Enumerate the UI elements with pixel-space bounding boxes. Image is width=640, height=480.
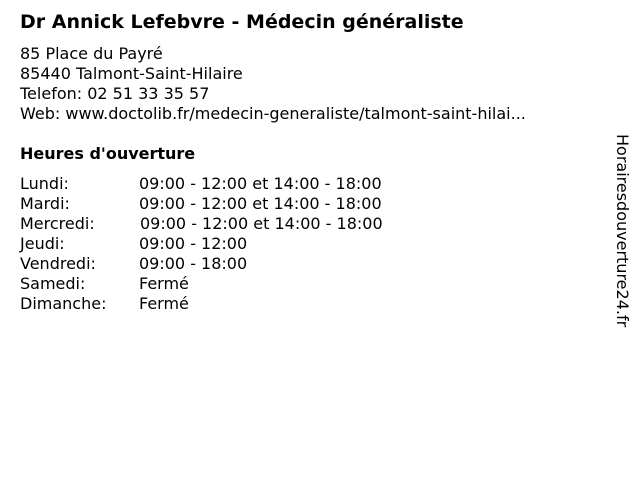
time-value: Fermé xyxy=(139,274,189,293)
time-value: 09:00 - 12:00 xyxy=(139,234,248,253)
day-label: Mercredi: xyxy=(20,214,95,233)
time-value: 09:00 - 12:00 et 14:00 - 18:00 xyxy=(139,194,382,213)
time-value: 09:00 - 18:00 xyxy=(139,254,248,273)
time-value: 09:00 - 12:00 et 14:00 - 18:00 xyxy=(139,174,382,193)
hours-row-mardi xyxy=(20,194,440,214)
hours-row-samedi xyxy=(20,274,440,294)
day-label: Dimanche: xyxy=(20,294,107,313)
hours-row-vendredi xyxy=(20,254,440,274)
time-value: 09:00 - 12:00 et 14:00 - 18:00 xyxy=(140,214,383,233)
day-label: Jeudi: xyxy=(20,234,65,253)
contact-block xyxy=(20,44,526,124)
hours-row-dimanche xyxy=(20,294,440,314)
address-city: 85440 Talmont-Saint-Hilaire xyxy=(20,64,243,83)
website-link[interactable]: Web: www.doctolib.fr/medecin-generaliste/talmont-saint-hilai... xyxy=(20,104,526,123)
phone-number: Telefon: 02 51 33 35 57 xyxy=(20,84,210,103)
day-label: Lundi: xyxy=(20,174,69,193)
hours-row-jeudi xyxy=(20,234,440,254)
time-value: Fermé xyxy=(139,294,189,313)
day-label: Mardi: xyxy=(20,194,70,213)
address-street: 85 Place du Payré xyxy=(20,44,163,63)
page-title: Dr Annick Lefebvre - Médecin généraliste xyxy=(20,11,464,33)
day-label: Samedi: xyxy=(20,274,86,293)
hours-row-lundi xyxy=(20,174,440,194)
hours-row-mercredi xyxy=(20,214,440,234)
opening-hours-table xyxy=(20,174,440,314)
day-label: Vendredi: xyxy=(20,254,96,273)
site-watermark: Horairesdouverture24.fr xyxy=(613,134,632,328)
hours-heading: Heures d'ouverture xyxy=(20,144,196,163)
